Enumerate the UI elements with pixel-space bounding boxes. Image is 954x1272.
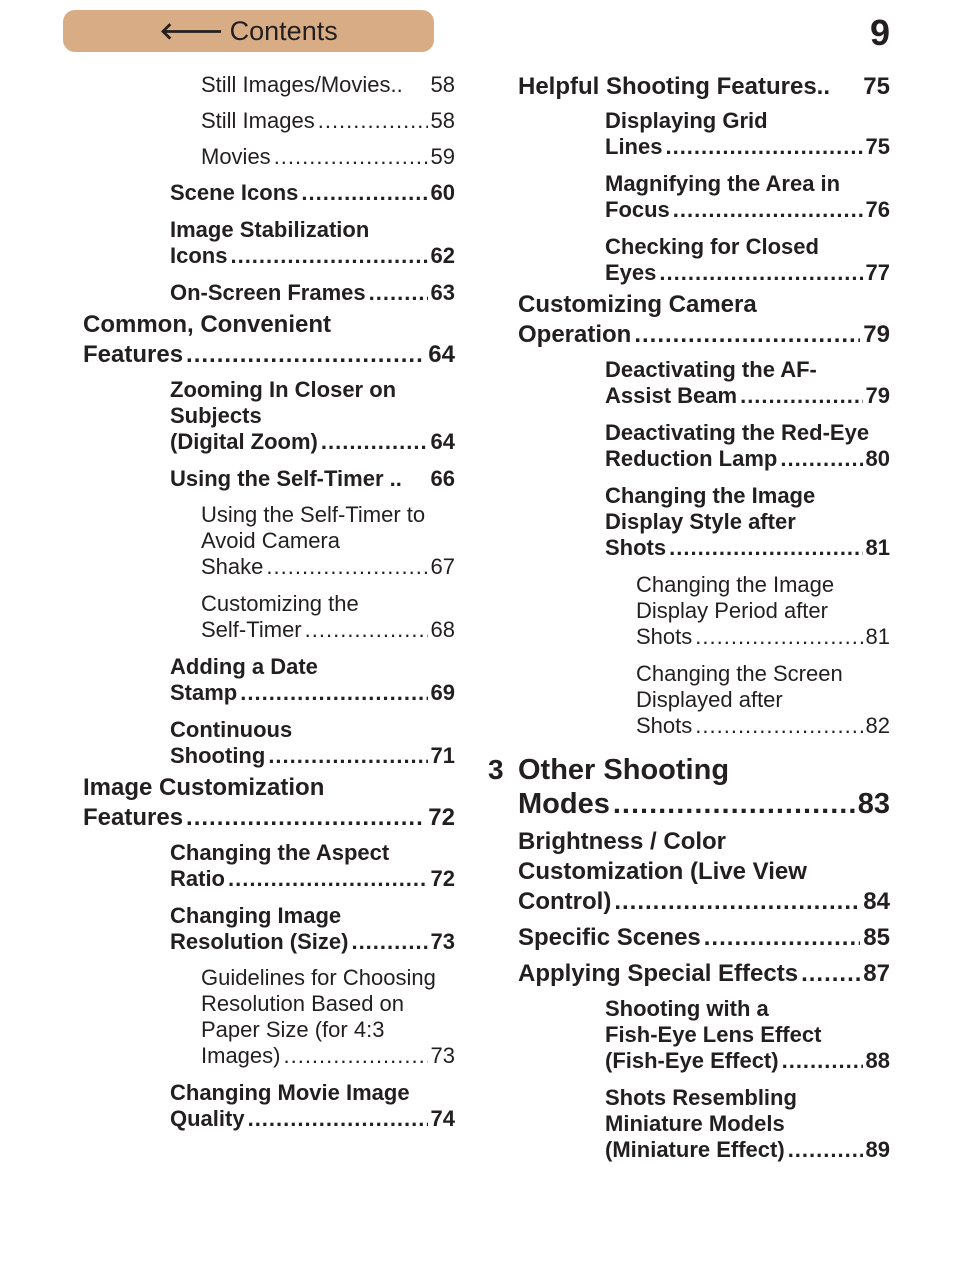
toc-entry-title: Still Images xyxy=(201,108,315,133)
toc-entry-title: Shooting xyxy=(170,743,266,768)
toc-entry-line: Customizing Camera xyxy=(518,291,757,318)
toc-entry[interactable] xyxy=(201,965,455,1069)
toc-entry-title: Features xyxy=(83,804,184,831)
toc-page-number: 59 xyxy=(430,144,455,169)
toc-page-number: 73 xyxy=(430,1043,455,1068)
dot-leader xyxy=(695,713,862,739)
toc-entry[interactable] xyxy=(518,827,890,917)
toc-entry-title: Applying Special Effects xyxy=(518,960,799,987)
dot-leader xyxy=(240,680,427,706)
toc-entry-title: Ratio xyxy=(170,866,225,891)
toc-entry-line: Deactivating the Red-Eye xyxy=(605,420,870,445)
dot-leader xyxy=(318,108,428,134)
toc-entry-line: Adding a Date xyxy=(170,654,318,679)
toc-page-number: 69 xyxy=(430,680,455,705)
dot-leader xyxy=(274,144,428,170)
toc-entry-line: Continuous xyxy=(170,717,293,742)
toc-entry-line: Shooting with a xyxy=(605,996,769,1021)
dot-leader xyxy=(301,180,427,206)
toc-entry-line: Paper Size (for 4:3 xyxy=(201,1017,385,1042)
toc-page-number: 74 xyxy=(430,1106,455,1131)
toc-entry[interactable] xyxy=(605,108,890,160)
toc-entry-line: Changing the Screen xyxy=(636,661,843,686)
toc-entry-line: Brightness / Color xyxy=(518,828,727,855)
toc-entry-line: Display Period after xyxy=(636,598,828,623)
toc-entry-title: Shots xyxy=(636,624,693,649)
toc-page-number: 80 xyxy=(865,446,890,471)
toc-entry-line: Other Shooting xyxy=(518,754,730,786)
toc-entry-title: Quality xyxy=(170,1106,245,1131)
toc-entry[interactable] xyxy=(83,310,455,370)
toc-column-left xyxy=(83,72,455,1132)
dot-leader xyxy=(248,1106,428,1132)
arrow-left-icon: 🡐 xyxy=(159,18,224,45)
chapter-number: 3 xyxy=(488,754,504,785)
toc-page-number: 71 xyxy=(430,743,455,768)
dot-leader xyxy=(634,320,860,350)
toc-entry-title: Modes xyxy=(518,788,610,820)
toc-page-number: 88 xyxy=(865,1048,890,1073)
dot-leader xyxy=(704,923,861,953)
toc-column-right xyxy=(488,72,890,1163)
toc-entry-title: Assist Beam xyxy=(605,383,738,408)
toc-entry-line: Image Customization xyxy=(83,774,325,801)
toc-entry-line: Display Style after xyxy=(605,509,796,534)
dot-leader xyxy=(740,383,862,409)
toc-page-number: 85 xyxy=(863,924,890,951)
toc-entry-line: Changing Movie Image xyxy=(170,1080,410,1105)
toc-entry[interactable] xyxy=(170,217,455,269)
toc-entry[interactable] xyxy=(201,108,455,134)
dot-leader xyxy=(673,197,863,223)
toc-entry-line: Using the Self-Timer to xyxy=(201,502,426,527)
dot-leader xyxy=(283,1043,427,1069)
toc-entry-line: Displaying Grid xyxy=(605,108,768,133)
dot-leader xyxy=(782,1048,863,1074)
toc-entry-line: Image Stabilization xyxy=(170,217,370,242)
toc-entry-title: Shots xyxy=(605,535,667,560)
dot-leader xyxy=(695,624,862,650)
toc-entry[interactable] xyxy=(605,483,890,561)
toc-page-number: 75 xyxy=(865,134,890,159)
toc-entry[interactable] xyxy=(518,959,890,989)
toc-entry-title: Eyes xyxy=(605,260,657,285)
toc-entry[interactable] xyxy=(201,502,455,580)
dot-leader xyxy=(614,887,860,917)
toc-entry[interactable] xyxy=(170,180,455,206)
toc-entry-title: (Digital Zoom) xyxy=(170,429,318,454)
toc-entry[interactable] xyxy=(170,717,455,769)
toc-entry-title: Scene Icons xyxy=(170,180,299,205)
toc-entry-line: Resolution Based on xyxy=(201,991,405,1016)
toc-entry-title: Shots xyxy=(636,713,693,738)
toc-entry-line: Changing the Image xyxy=(636,572,835,597)
toc-entry[interactable] xyxy=(605,1085,890,1163)
dot-leader xyxy=(801,959,860,989)
toc-entry[interactable] xyxy=(170,654,455,706)
toc-entry-title: On-Screen Frames xyxy=(170,280,366,305)
dot-leader xyxy=(230,243,427,269)
toc-page-number: 63 xyxy=(430,280,455,305)
toc-entry-line: Customizing the xyxy=(201,591,359,616)
dot-leader xyxy=(369,280,428,306)
toc-entry-title: Self-Timer xyxy=(201,617,302,642)
toc-page-number: 64 xyxy=(430,429,455,454)
toc-entry-title: (Miniature Effect) xyxy=(605,1137,785,1162)
toc-entry[interactable] xyxy=(636,572,890,650)
toc-page-number: 73 xyxy=(430,929,455,954)
toc-entry-line: Common, Convenient xyxy=(83,311,332,338)
toc-entry-line: Shots Resembling xyxy=(605,1085,797,1110)
toc-page-number: 87 xyxy=(863,960,890,987)
toc-entry[interactable] xyxy=(170,377,455,455)
toc-entry-line: Deactivating the AF- xyxy=(605,357,817,382)
toc-entry-title: Focus xyxy=(605,197,670,222)
page-number: 9 xyxy=(869,12,890,53)
toc-page-number: 72 xyxy=(428,804,455,831)
toc-entry[interactable] xyxy=(605,234,890,286)
dot-leader xyxy=(351,929,427,955)
toc-entry[interactable] xyxy=(605,996,890,1074)
dot-leader xyxy=(266,554,427,580)
toc-entry[interactable] xyxy=(488,753,890,821)
toc-entry-line: Customization (Live View xyxy=(518,858,807,885)
toc-page-number: 81 xyxy=(865,624,890,649)
toc-entry-line: Miniature Models xyxy=(605,1111,785,1136)
toc-entry[interactable] xyxy=(605,357,890,409)
toc-page-number: 75 xyxy=(863,73,890,100)
toc-entry[interactable] xyxy=(605,171,890,223)
toc-page-number: 76 xyxy=(865,197,890,222)
toc-entry-title: Helpful Shooting Features.. xyxy=(518,73,831,100)
toc-page-number: 79 xyxy=(865,383,890,408)
toc-entry[interactable] xyxy=(201,591,455,643)
toc-entry-line: Changing the Image xyxy=(605,483,816,508)
toc-entry[interactable] xyxy=(518,290,890,350)
toc-page-number: 79 xyxy=(863,321,890,348)
toc-entry-title: Movies xyxy=(201,144,271,169)
dot-leader xyxy=(780,446,862,472)
toc-page-number: 62 xyxy=(430,243,455,268)
dot-leader xyxy=(669,535,862,561)
toc-entry[interactable] xyxy=(201,144,455,170)
toc-entry-title: (Fish-Eye Effect) xyxy=(605,1048,779,1073)
toc-entry-line: Fish-Eye Lens Effect xyxy=(605,1022,822,1047)
toc-page-number: 81 xyxy=(865,535,890,560)
toc-page-number: 67 xyxy=(430,554,455,579)
toc-page-number: 89 xyxy=(865,1137,890,1162)
toc-entry-line: Subjects xyxy=(170,403,262,428)
toc-entry-line: Magnifying the Area in xyxy=(605,171,841,196)
toc-page-number: 77 xyxy=(865,260,890,285)
toc-entry[interactable] xyxy=(518,923,890,953)
toc-entry-line: Displayed after xyxy=(636,687,783,712)
toc-entry-line: Changing Image xyxy=(170,903,342,928)
toc-entry-title: Icons xyxy=(170,243,228,268)
toc-entry-title: Control) xyxy=(518,888,612,915)
toc-page-number: 72 xyxy=(430,866,455,891)
toc-entry[interactable] xyxy=(170,280,455,306)
toc-page-number: 64 xyxy=(428,341,455,368)
dot-leader xyxy=(613,787,855,821)
toc-entry-title: Lines xyxy=(605,134,663,159)
toc-entry[interactable] xyxy=(170,466,455,492)
toc-entry-title: Reduction Lamp xyxy=(605,446,778,471)
toc-entry-title: Operation xyxy=(518,321,632,348)
toc-entry-line: Checking for Closed xyxy=(605,234,819,259)
toc-page-number: 58 xyxy=(430,108,455,133)
toc-entry-title: Using the Self-Timer .. xyxy=(170,466,402,491)
dot-leader xyxy=(665,134,862,160)
toc-page-number: 68 xyxy=(430,617,455,642)
contents-label: Contents xyxy=(229,15,338,46)
toc-page-number: 58 xyxy=(430,72,455,97)
toc-page-number: 84 xyxy=(863,888,890,915)
dot-leader xyxy=(186,803,425,833)
dot-leader xyxy=(186,340,425,370)
toc-page-number: 82 xyxy=(865,713,890,738)
dot-leader xyxy=(788,1137,863,1163)
toc-entry-line: Zooming In Closer on xyxy=(170,377,397,402)
dot-leader xyxy=(268,743,427,769)
dot-leader xyxy=(321,429,428,455)
toc-entry-line: Guidelines for Choosing xyxy=(201,965,436,990)
dot-leader xyxy=(659,260,862,286)
toc-entry[interactable] xyxy=(201,72,455,98)
toc-entry-title: Images) xyxy=(201,1043,281,1068)
toc-entry-title: Shake xyxy=(201,554,264,579)
toc-entry[interactable] xyxy=(170,1080,455,1132)
dot-leader xyxy=(228,866,428,892)
contents-button[interactable] xyxy=(63,10,434,52)
toc-page-number: 60 xyxy=(430,180,455,205)
toc-entry[interactable] xyxy=(518,72,890,102)
toc-entry[interactable] xyxy=(636,661,890,739)
toc-entry-title: Specific Scenes xyxy=(518,924,701,951)
toc-entry-line: Changing the Aspect xyxy=(170,840,390,865)
toc-entry-title: Stamp xyxy=(170,680,238,705)
toc-entry[interactable] xyxy=(170,903,455,955)
toc-entry-title: Still Images/Movies.. xyxy=(201,72,403,97)
toc-entry-title: Features xyxy=(83,341,184,368)
toc-page-number: 83 xyxy=(857,788,890,820)
toc-entry[interactable] xyxy=(170,840,455,892)
dot-leader xyxy=(305,617,428,643)
toc-page-number: 66 xyxy=(430,466,455,491)
toc-entry-line: Avoid Camera xyxy=(201,528,340,553)
toc-entry[interactable] xyxy=(83,773,455,833)
toc-entry-title: Resolution (Size) xyxy=(170,929,349,954)
toc-entry[interactable] xyxy=(605,420,890,472)
